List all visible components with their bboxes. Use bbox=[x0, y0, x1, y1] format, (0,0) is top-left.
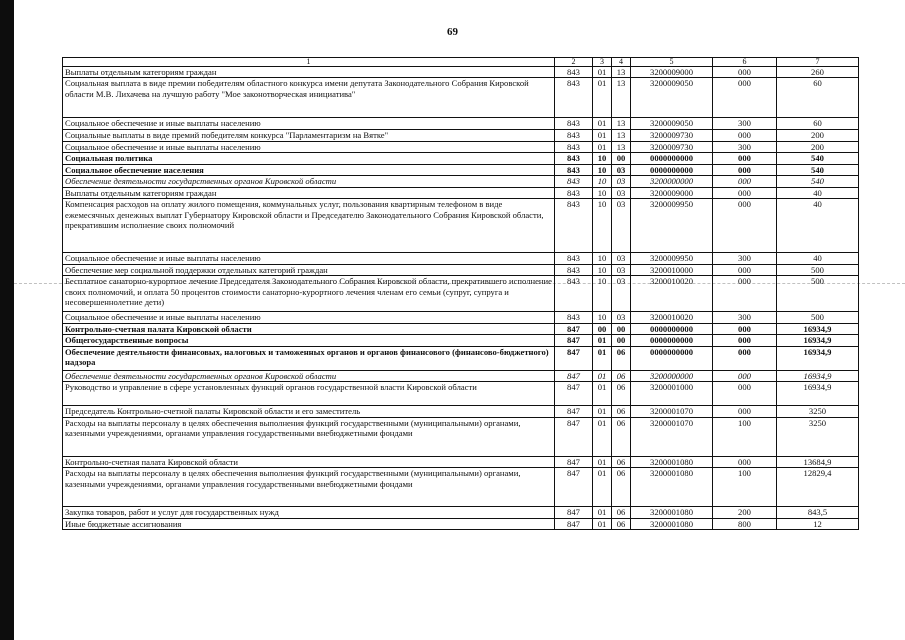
row-target-cell: 0000000000 bbox=[631, 153, 713, 164]
row-expense-type-cell: 000 bbox=[713, 335, 777, 346]
row-amount-cell: 16934,9 bbox=[777, 370, 859, 381]
table-row bbox=[63, 456, 859, 467]
row-name-cell: Руководство и управление в сфере установленных функций органов государственной власти Кировской области bbox=[63, 382, 555, 406]
row-section-cell: 10 bbox=[593, 276, 612, 312]
row-name-cell: Социальное обеспечение и иные выплаты населению bbox=[63, 141, 555, 152]
row-amount-cell: 13684,9 bbox=[777, 456, 859, 467]
row-target-cell: 3200009000 bbox=[631, 187, 713, 198]
row-subsection-cell: 03 bbox=[612, 253, 631, 264]
row-section-cell: 10 bbox=[593, 199, 612, 253]
row-subsection-cell: 06 bbox=[612, 382, 631, 406]
row-target-cell: 0000000000 bbox=[631, 346, 713, 370]
row-section-cell: 10 bbox=[593, 176, 612, 187]
row-section-cell: 10 bbox=[593, 253, 612, 264]
row-amount-cell: 260 bbox=[777, 67, 859, 78]
row-name-cell: Бесплатное санаторно-курортное лечение Председателя Законодательного Собрания Кировской области, прекратившего исполнение своих полномочий, и оплата 50 процентов стоимости санаторно-курортного лечения членам его семьи (супруг, супруга и несовершеннолетние дети) bbox=[63, 276, 555, 312]
row-section-cell: 00 bbox=[593, 323, 612, 334]
table-row bbox=[63, 276, 859, 312]
row-subsection-cell: 03 bbox=[612, 264, 631, 275]
row-expense-type-cell: 000 bbox=[713, 323, 777, 334]
row-target-cell: 3200010020 bbox=[631, 312, 713, 323]
row-target-cell: 3200009000 bbox=[631, 67, 713, 78]
header-cell: 2 bbox=[555, 58, 593, 67]
row-target-cell: 0000000000 bbox=[631, 323, 713, 334]
row-name-cell: Контрольно-счетная палата Кировской области bbox=[63, 456, 555, 467]
row-name-cell: Обеспечение деятельности финансовых, налоговых и таможенных органов и органов финансового (финансово-бюджетного) надзора bbox=[63, 346, 555, 370]
row-section-cell: 10 bbox=[593, 153, 612, 164]
row-amount-cell: 540 bbox=[777, 176, 859, 187]
row-subsection-cell: 03 bbox=[612, 199, 631, 253]
row-expense-type-cell: 800 bbox=[713, 518, 777, 529]
row-target-cell: 3200009050 bbox=[631, 118, 713, 130]
row-subsection-cell: 03 bbox=[612, 312, 631, 323]
row-expense-type-cell: 000 bbox=[713, 176, 777, 187]
row-code-cell: 847 bbox=[555, 335, 593, 346]
row-subsection-cell: 06 bbox=[612, 346, 631, 370]
row-code-cell: 847 bbox=[555, 507, 593, 518]
row-code-cell: 847 bbox=[555, 456, 593, 467]
table-row bbox=[63, 518, 859, 529]
row-amount-cell: 500 bbox=[777, 264, 859, 275]
row-code-cell: 843 bbox=[555, 276, 593, 312]
row-expense-type-cell: 000 bbox=[713, 406, 777, 417]
row-target-cell: 0000000000 bbox=[631, 164, 713, 175]
row-code-cell: 843 bbox=[555, 187, 593, 198]
row-code-cell: 843 bbox=[555, 176, 593, 187]
row-section-cell: 01 bbox=[593, 370, 612, 381]
table-row bbox=[63, 507, 859, 518]
header-cell: 1 bbox=[63, 58, 555, 67]
row-section-cell: 01 bbox=[593, 141, 612, 152]
table-row bbox=[63, 78, 859, 118]
row-expense-type-cell: 000 bbox=[713, 276, 777, 312]
row-target-cell: 3200009950 bbox=[631, 199, 713, 253]
row-name-cell: Председатель Контрольно-счетной палаты Кировской области и его заместитель bbox=[63, 406, 555, 417]
row-section-cell: 01 bbox=[593, 118, 612, 130]
table-row bbox=[63, 153, 859, 164]
row-subsection-cell: 13 bbox=[612, 141, 631, 152]
header-cell: 6 bbox=[713, 58, 777, 67]
row-expense-type-cell: 000 bbox=[713, 78, 777, 118]
row-amount-cell: 12829,4 bbox=[777, 468, 859, 507]
row-subsection-cell: 00 bbox=[612, 153, 631, 164]
row-expense-type-cell: 000 bbox=[713, 130, 777, 141]
row-section-cell: 01 bbox=[593, 382, 612, 406]
header-cell: 3 bbox=[593, 58, 612, 67]
row-section-cell: 01 bbox=[593, 78, 612, 118]
row-code-cell: 847 bbox=[555, 346, 593, 370]
row-amount-cell: 3250 bbox=[777, 406, 859, 417]
row-target-cell: 3200009730 bbox=[631, 141, 713, 152]
row-expense-type-cell: 100 bbox=[713, 417, 777, 456]
row-code-cell: 847 bbox=[555, 468, 593, 507]
row-code-cell: 843 bbox=[555, 164, 593, 175]
row-amount-cell: 500 bbox=[777, 312, 859, 323]
row-expense-type-cell: 000 bbox=[713, 199, 777, 253]
header-cell: 7 bbox=[777, 58, 859, 67]
row-name-cell: Социальная выплата в виде премии победителям областного конкурса имени депутата Законодательного Собрания Кировской области М.В. Лихачева на лучшую работу "Мое законотворческая инициатива" bbox=[63, 78, 555, 118]
table-row bbox=[63, 130, 859, 141]
row-code-cell: 843 bbox=[555, 67, 593, 78]
table-header-row bbox=[63, 58, 859, 67]
row-section-cell: 10 bbox=[593, 164, 612, 175]
row-subsection-cell: 06 bbox=[612, 456, 631, 467]
row-target-cell: 3200001070 bbox=[631, 406, 713, 417]
row-name-cell: Социальное обеспечение и иные выплаты населению bbox=[63, 118, 555, 130]
row-section-cell: 01 bbox=[593, 346, 612, 370]
row-name-cell: Общегосударственные вопросы bbox=[63, 335, 555, 346]
row-target-cell: 3200001000 bbox=[631, 382, 713, 406]
table-row bbox=[63, 468, 859, 507]
row-expense-type-cell: 000 bbox=[713, 370, 777, 381]
row-expense-type-cell: 000 bbox=[713, 346, 777, 370]
row-subsection-cell: 06 bbox=[612, 507, 631, 518]
row-expense-type-cell: 000 bbox=[713, 153, 777, 164]
table-row bbox=[63, 382, 859, 406]
table-row bbox=[63, 406, 859, 417]
row-target-cell: 3200009050 bbox=[631, 78, 713, 118]
row-section-cell: 01 bbox=[593, 335, 612, 346]
row-expense-type-cell: 300 bbox=[713, 141, 777, 152]
row-section-cell: 10 bbox=[593, 312, 612, 323]
row-target-cell: 3200001070 bbox=[631, 417, 713, 456]
row-section-cell: 01 bbox=[593, 406, 612, 417]
row-name-cell: Социальное обеспечение и иные выплаты населению bbox=[63, 253, 555, 264]
table-row bbox=[63, 346, 859, 370]
table-row bbox=[63, 312, 859, 323]
row-subsection-cell: 00 bbox=[612, 323, 631, 334]
row-target-cell: 3200000000 bbox=[631, 370, 713, 381]
row-target-cell: 3200001080 bbox=[631, 507, 713, 518]
row-subsection-cell: 06 bbox=[612, 370, 631, 381]
row-code-cell: 843 bbox=[555, 153, 593, 164]
row-subsection-cell: 03 bbox=[612, 164, 631, 175]
row-section-cell: 01 bbox=[593, 456, 612, 467]
header-cell: 5 bbox=[631, 58, 713, 67]
row-target-cell: 3200009730 bbox=[631, 130, 713, 141]
row-section-cell: 01 bbox=[593, 507, 612, 518]
row-name-cell: Расходы на выплаты персоналу в целях обеспечения выполнения функций государственными (муниципальными) органами, казенными учреждениями, органами управления государственными внебюджетными фондами bbox=[63, 417, 555, 456]
row-target-cell: 3200010020 bbox=[631, 276, 713, 312]
row-name-cell: Социальная политика bbox=[63, 153, 555, 164]
row-subsection-cell: 13 bbox=[612, 130, 631, 141]
row-code-cell: 843 bbox=[555, 141, 593, 152]
row-subsection-cell: 06 bbox=[612, 406, 631, 417]
row-name-cell: Выплаты отдельным категориям граждан bbox=[63, 187, 555, 198]
row-code-cell: 847 bbox=[555, 323, 593, 334]
row-expense-type-cell: 200 bbox=[713, 507, 777, 518]
row-code-cell: 843 bbox=[555, 253, 593, 264]
row-section-cell: 01 bbox=[593, 67, 612, 78]
row-target-cell: 3200001080 bbox=[631, 518, 713, 529]
row-name-cell: Закупка товаров, работ и услуг для государственных нужд bbox=[63, 507, 555, 518]
table-row bbox=[63, 187, 859, 198]
row-target-cell: 3200009950 bbox=[631, 253, 713, 264]
row-name-cell: Контрольно-счетная палата Кировской области bbox=[63, 323, 555, 334]
row-subsection-cell: 00 bbox=[612, 335, 631, 346]
row-code-cell: 843 bbox=[555, 312, 593, 323]
row-subsection-cell: 06 bbox=[612, 518, 631, 529]
row-name-cell: Расходы на выплаты персоналу в целях обеспечения выполнения функций государственными (муниципальными) органами, казенными учреждениями, органами управления государственными внебюджетными фондами bbox=[63, 468, 555, 507]
row-code-cell: 847 bbox=[555, 382, 593, 406]
table-row bbox=[63, 370, 859, 381]
row-expense-type-cell: 000 bbox=[713, 187, 777, 198]
row-name-cell: Социальные выплаты в виде премий победителям конкурса "Парламентаризм на Вятке" bbox=[63, 130, 555, 141]
row-name-cell: Выплаты отдельным категориям граждан bbox=[63, 67, 555, 78]
row-amount-cell: 540 bbox=[777, 164, 859, 175]
row-name-cell: Обеспечение мер социальной поддержки отдельных категорий граждан bbox=[63, 264, 555, 275]
row-subsection-cell: 03 bbox=[612, 276, 631, 312]
row-amount-cell: 843,5 bbox=[777, 507, 859, 518]
row-section-cell: 10 bbox=[593, 187, 612, 198]
row-code-cell: 847 bbox=[555, 518, 593, 529]
row-amount-cell: 12 bbox=[777, 518, 859, 529]
row-code-cell: 843 bbox=[555, 78, 593, 118]
row-section-cell: 01 bbox=[593, 468, 612, 507]
table-row bbox=[63, 335, 859, 346]
table-row bbox=[63, 176, 859, 187]
row-expense-type-cell: 300 bbox=[713, 253, 777, 264]
row-code-cell: 847 bbox=[555, 370, 593, 381]
row-amount-cell: 500 bbox=[777, 276, 859, 312]
table-row bbox=[63, 323, 859, 334]
row-name-cell: Обеспечение деятельности государственных органов Кировской области bbox=[63, 370, 555, 381]
row-code-cell: 847 bbox=[555, 406, 593, 417]
row-section-cell: 01 bbox=[593, 518, 612, 529]
row-section-cell: 10 bbox=[593, 264, 612, 275]
table-row bbox=[63, 141, 859, 152]
row-target-cell: 3200001080 bbox=[631, 456, 713, 467]
header-cell: 4 bbox=[612, 58, 631, 67]
row-amount-cell: 16934,9 bbox=[777, 346, 859, 370]
row-target-cell: 3200001080 bbox=[631, 468, 713, 507]
row-target-cell: 0000000000 bbox=[631, 335, 713, 346]
row-code-cell: 843 bbox=[555, 118, 593, 130]
row-expense-type-cell: 000 bbox=[713, 164, 777, 175]
row-subsection-cell: 06 bbox=[612, 417, 631, 456]
row-amount-cell: 60 bbox=[777, 78, 859, 118]
row-target-cell: 3200010000 bbox=[631, 264, 713, 275]
row-amount-cell: 16934,9 bbox=[777, 335, 859, 346]
table-row bbox=[63, 199, 859, 253]
page-number: 69 bbox=[447, 26, 458, 38]
row-expense-type-cell: 300 bbox=[713, 312, 777, 323]
row-name-cell: Социальное обеспечение населения bbox=[63, 164, 555, 175]
row-expense-type-cell: 100 bbox=[713, 468, 777, 507]
row-amount-cell: 16934,9 bbox=[777, 382, 859, 406]
table-row bbox=[63, 417, 859, 456]
table-row bbox=[63, 253, 859, 264]
row-name-cell: Компенсация расходов на оплату жилого помещения, коммунальных услуг, пользования квартирным телефоном в виде ежемесячных денежных выплат Губернатору Кировской области и Председателю Законодательного Собрания Кировской области, прекратившим исполнение своих полномочий bbox=[63, 199, 555, 253]
row-amount-cell: 200 bbox=[777, 130, 859, 141]
row-subsection-cell: 06 bbox=[612, 468, 631, 507]
row-section-cell: 01 bbox=[593, 130, 612, 141]
row-name-cell: Социальное обеспечение и иные выплаты населению bbox=[63, 312, 555, 323]
row-section-cell: 01 bbox=[593, 417, 612, 456]
row-amount-cell: 40 bbox=[777, 187, 859, 198]
row-subsection-cell: 13 bbox=[612, 118, 631, 130]
row-name-cell: Иные бюджетные ассигнования bbox=[63, 518, 555, 529]
row-code-cell: 843 bbox=[555, 264, 593, 275]
row-amount-cell: 200 bbox=[777, 141, 859, 152]
scan-edge-bar bbox=[0, 0, 14, 640]
row-expense-type-cell: 300 bbox=[713, 118, 777, 130]
budget-table bbox=[62, 57, 859, 530]
row-expense-type-cell: 000 bbox=[713, 67, 777, 78]
table-row bbox=[63, 264, 859, 275]
row-code-cell: 843 bbox=[555, 199, 593, 253]
table-row bbox=[63, 67, 859, 78]
row-expense-type-cell: 000 bbox=[713, 264, 777, 275]
row-amount-cell: 540 bbox=[777, 153, 859, 164]
table-row bbox=[63, 164, 859, 175]
row-code-cell: 847 bbox=[555, 417, 593, 456]
row-code-cell: 843 bbox=[555, 130, 593, 141]
row-amount-cell: 40 bbox=[777, 253, 859, 264]
row-subsection-cell: 03 bbox=[612, 187, 631, 198]
row-expense-type-cell: 000 bbox=[713, 382, 777, 406]
table-row bbox=[63, 118, 859, 130]
row-amount-cell: 40 bbox=[777, 199, 859, 253]
row-subsection-cell: 03 bbox=[612, 176, 631, 187]
row-amount-cell: 60 bbox=[777, 118, 859, 130]
row-amount-cell: 16934,9 bbox=[777, 323, 859, 334]
row-subsection-cell: 13 bbox=[612, 67, 631, 78]
row-name-cell: Обеспечение деятельности государственных органов Кировской области bbox=[63, 176, 555, 187]
row-expense-type-cell: 000 bbox=[713, 456, 777, 467]
row-amount-cell: 3250 bbox=[777, 417, 859, 456]
row-target-cell: 3200000000 bbox=[631, 176, 713, 187]
row-subsection-cell: 13 bbox=[612, 78, 631, 118]
